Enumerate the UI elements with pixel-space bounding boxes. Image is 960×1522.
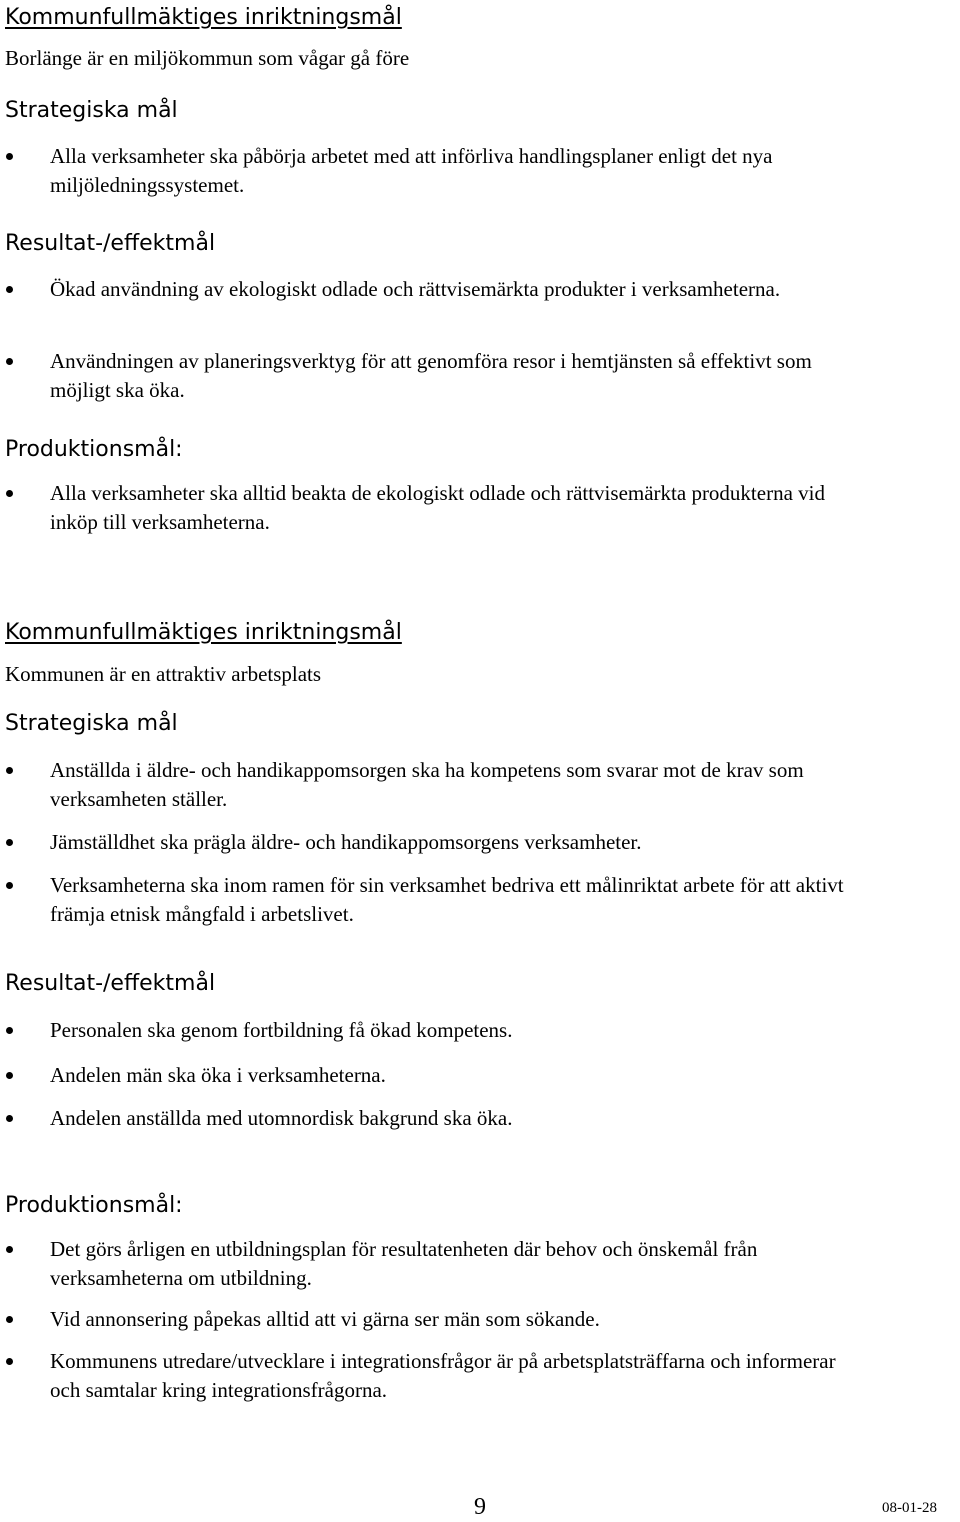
section1-production-heading: Produktionsmål: [5,437,183,462]
list-item-text: Vid annonsering påpekas alltid att vi gärna ser män som sökande. [50,1307,600,1331]
bullet-icon [6,882,13,889]
list-item-text: Andelen anställda med utomnordisk bakgrund ska öka. [50,1106,513,1130]
bullet-icon [6,1358,13,1365]
footer-date: 08-01-28 [882,1500,937,1516]
section2-heading: Kommunfullmäktiges inriktningsmål [5,620,402,645]
bullet-icon [6,1246,13,1253]
list-item-text: Anställda i äldre- och handikappomsorgen ska ha kompetens som svarar mot de krav som verksamheten ställer. [50,758,804,811]
bullet-icon [6,1072,13,1079]
list-item-text: Ökad användning av ekologiskt odlade och rättvisemärkta produkter i verksamheterna. [50,277,781,301]
bullet-icon [6,1027,13,1034]
bullet-icon [6,490,13,497]
section1-heading: Kommunfullmäktiges inriktningsmål [5,5,402,30]
list-item-text: Verksamheterna ska inom ramen för sin verksamhet bedriva ett målinriktat arbete för att aktivt främja etnisk mångfald i arbetslivet. [50,873,844,926]
list-item-text: Personalen ska genom fortbildning få ökad kompetens. [50,1018,513,1042]
bullet-icon [6,767,13,774]
bullet-icon [6,1316,13,1323]
list-item-text: Andelen män ska öka i verksamheterna. [50,1063,386,1087]
section1-lead: Borlänge är en miljökommun som vågar gå före [5,46,410,70]
list-item-text: Det görs årligen en utbildningsplan för resultatenheten där behov och önskemål från verksamheterna om utbildning. [50,1237,758,1290]
bullet-icon [6,153,13,160]
section1-result-heading: Resultat-/effektmål [5,231,216,256]
list-item-text: Kommunens utredare/utvecklare i integrationsfrågor är på arbetsplatsträffarna och informerar och samtalar kring integrationsfrågorna. [50,1349,836,1402]
section2-production-heading: Produktionsmål: [5,1193,183,1218]
bullet-icon [6,1115,13,1122]
section1-strategic-heading: Strategiska mål [5,98,178,123]
list-item-text: Användningen av planeringsverktyg för att genomföra resor i hemtjänsten så effektivt som möjligt ska öka. [50,349,812,402]
section2-strategic-heading: Strategiska mål [5,711,178,736]
list-item-text: Alla verksamheter ska alltid beakta de ekologiskt odlade och rättvisemärkta produkterna vid inköp till verksamheterna. [50,481,825,534]
bullet-icon [6,286,13,293]
section2-result-heading: Resultat-/effektmål [5,971,216,996]
bullet-icon [6,358,13,365]
list-item-text: Jämställdhet ska prägla äldre- och handikappomsorgens verksamheter. [50,830,642,854]
list-item-text: Alla verksamheter ska påbörja arbetet med att införliva handlingsplaner enligt det nya miljöledningssystemet. [50,144,773,197]
bullet-icon [6,839,13,846]
section2-lead: Kommunen är en attraktiv arbetsplats [5,662,322,686]
page-number: 9 [474,1494,486,1520]
